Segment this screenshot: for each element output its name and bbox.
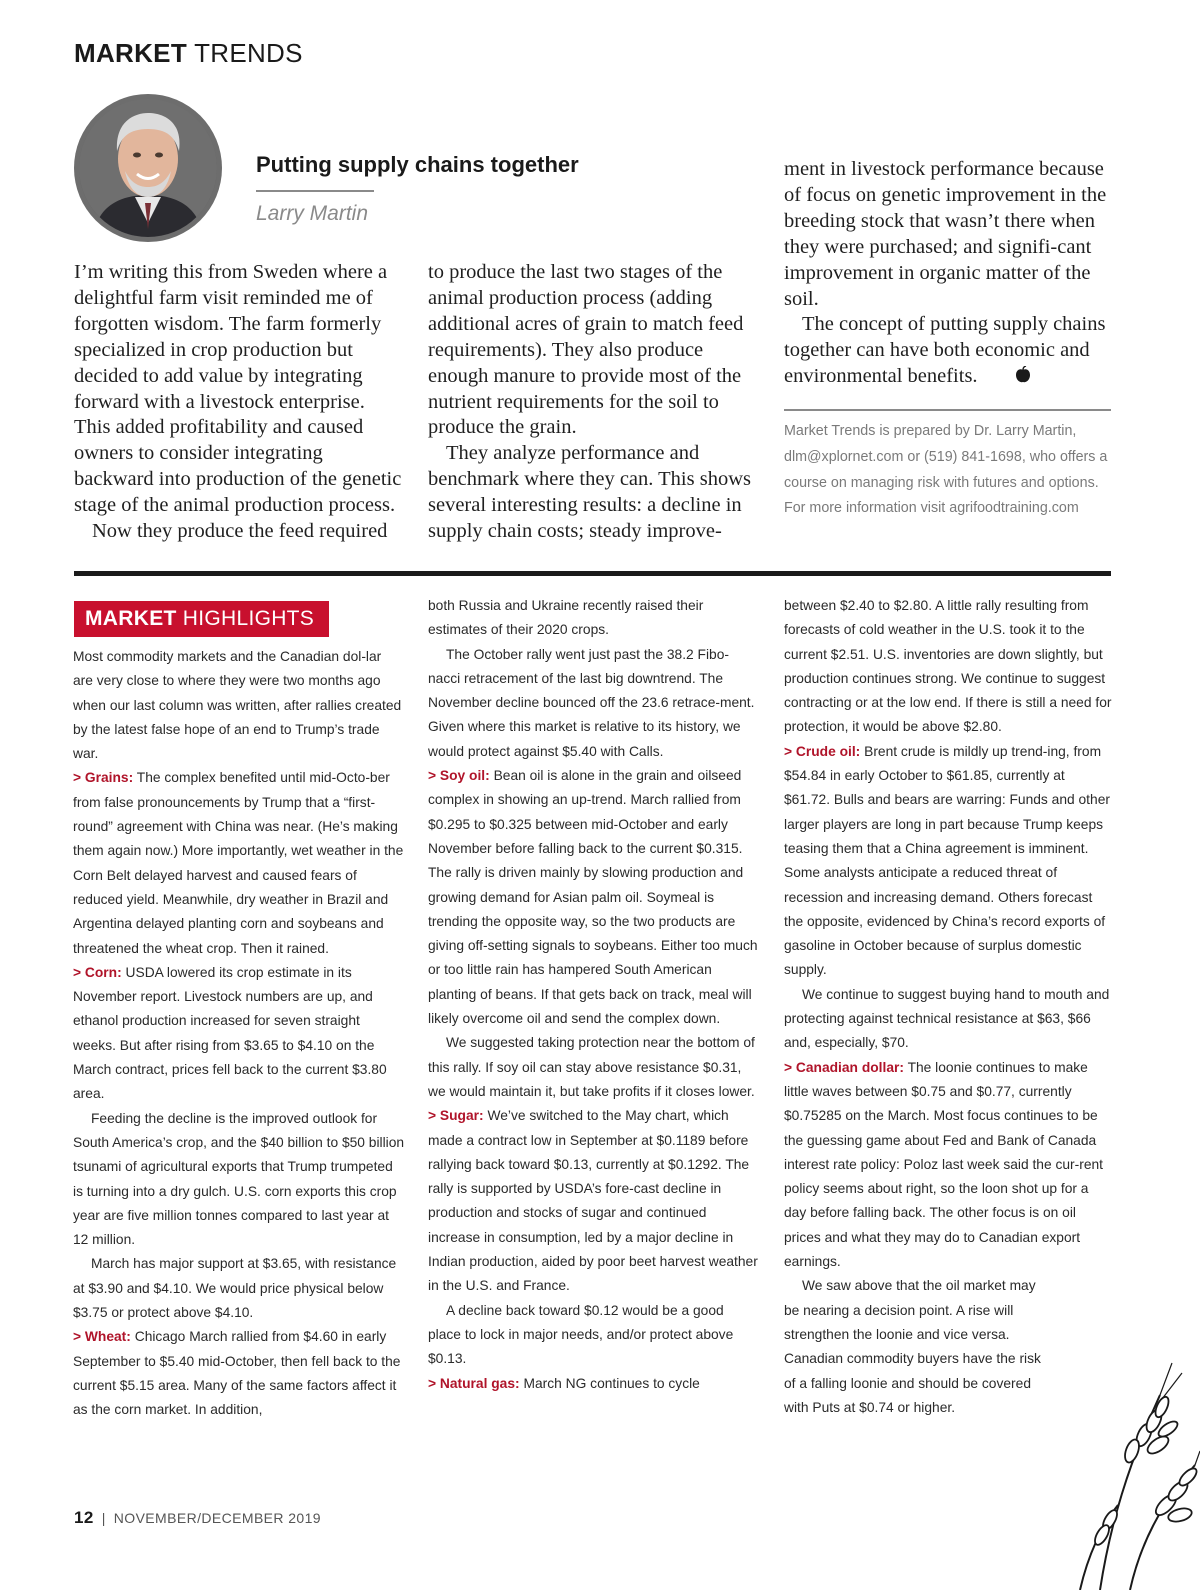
headline-rule bbox=[256, 190, 374, 192]
sugar-label: > Sugar: bbox=[428, 1108, 484, 1124]
grains-text: The complex benefited until mid-Octo-ber from false pronouncements by Trump that a “first-round” agreement with China was near. (He’s making them again now.) More importantly, wet weather in the Corn Belt delayed harvest and caused fears of reduced yield. Meanwhile, dry weather in Brazil and Argentina delayed planting corn and soybeans and threatened the wheat crop. Then it rained. bbox=[73, 770, 404, 956]
article-paragraph: They analyze performance and benchmark where they can. This shows several interesting results: a decline in supply chain costs; steady improve- bbox=[428, 442, 751, 543]
highlights-title-bold: MARKET bbox=[85, 607, 177, 630]
market-highlights-banner bbox=[74, 601, 329, 637]
natural-gas-text: March NG continues to cycle bbox=[523, 1375, 700, 1391]
highlights-column-2 bbox=[428, 594, 760, 1396]
article-paragraph: I’m writing this from Sweden where a delightful farm visit reminded me of forgotten wisdom. The farm formerly specialized in crop production but decided to add value by integrating forward with a livestock enterprise. This added profitability and caused owners to consider integrating backward into production of the genetic stage of the animal production process. bbox=[74, 261, 402, 517]
corn-label: > Corn: bbox=[73, 964, 122, 980]
article-byline: Larry Martin bbox=[256, 202, 369, 225]
natural-gas-label: > Natural gas: bbox=[428, 1375, 520, 1391]
highlights-paragraph: both Russia and Ukraine recently raised their estimates of their 2020 crops. bbox=[428, 598, 704, 638]
page-number: 12 bbox=[74, 1508, 94, 1527]
article-paragraph: to produce the last two stages of the animal production process (adding additional acres of grain to match feed requirements). They also produce enough manure to provide most of the nutrient requirements for the soil to produce the grain. bbox=[428, 261, 744, 439]
wheat-illustration-icon bbox=[1040, 1355, 1200, 1590]
highlights-title-rest: HIGHLIGHTS bbox=[182, 607, 315, 630]
crude-oil-label: > Crude oil: bbox=[784, 743, 861, 759]
highlights-paragraph: Feeding the decline is the improved outlook for South America’s crop, and the $40 billion to $50 billion tsunami of agricultural exports that Trump trumpeted is turning into a dry gulch. U.S. corn exports this crop year are five million tonnes compared to last year at 12 million. bbox=[73, 1110, 405, 1248]
article-column-1 bbox=[74, 260, 406, 545]
highlights-paragraph: A decline back toward $0.12 would be a good place to lock in major needs, and/or protect above $0.13. bbox=[428, 1302, 734, 1367]
soy-oil-text: Bean oil is alone in the grain and oilseed complex in showing an up-trend. March rallied from $0.295 to $0.325 between mid-October and early November before falling back to the current $0.315. The rally is driven mainly by slowing production and growing demand for Asian palm oil. Soymeal is trending the opposite way, so the two products are giving off-setting signals to soybeans. Either too much or too little rain has hampered South American planting of beans. If that gets back on track, meal will likely overcome oil and send the complex down. bbox=[428, 768, 758, 1027]
corn-text: USDA lowered its crop estimate in its November report. Livestock numbers are up, and ethanol production increased for seven straight weeks. But after rising from $3.65 to $4.10 on the March contract, prices fell back to the current $3.80 area. bbox=[73, 964, 387, 1102]
highlights-paragraph bbox=[428, 1372, 760, 1396]
article-column-2 bbox=[428, 260, 758, 545]
author-credit: Market Trends is prepared by Dr. Larry Martin, dlm@xplornet.com or (519) 841-1698, who offers a course on managing risk with futures and options. For more information visit agrifoodtraining.com bbox=[784, 423, 1108, 517]
end-mark-icon bbox=[997, 366, 1031, 392]
highlights-paragraph bbox=[73, 766, 405, 960]
article-paragraph: ment in livestock performance because of focus on genetic improvement in the breeding stock that wasn’t there when they were purchased; and signifi-cant improvement in organic matter of the soil. bbox=[784, 158, 1107, 310]
highlights-paragraph bbox=[784, 740, 1114, 983]
article-closing-text: The concept of putting supply chains together can have both economic and environmental benefits. bbox=[784, 313, 1106, 388]
wheat-label: > Wheat: bbox=[73, 1329, 131, 1345]
article-headline: Putting supply chains together bbox=[256, 152, 579, 177]
highlights-paragraph: between $2.40 to $2.80. A little rally resulting from forecasts of cold weather in the U.S. took it to the current $2.51. U.S. inventories are down slightly, but production continues strong. We continue to suggest contracting or at the low end. If there is still a need for protection, it would be above $2.80. bbox=[784, 598, 1112, 735]
highlights-paragraph bbox=[784, 1056, 1114, 1275]
highlights-paragraph bbox=[73, 1325, 405, 1422]
canadian-dollar-label: > Canadian dollar: bbox=[784, 1059, 904, 1075]
article-paragraph: Now they produce the feed required bbox=[92, 520, 388, 543]
section-title-bold: MARKET bbox=[74, 38, 188, 68]
wheat-text: Chicago March rallied from $4.60 in early September to $5.40 mid-October, then fell back to the current $5.15 area. Many of the same factors affect it as the corn market. In addition, bbox=[73, 1329, 401, 1418]
grains-label: > Grains: bbox=[73, 770, 134, 786]
article-paragraph bbox=[784, 312, 1114, 392]
soy-oil-label: > Soy oil: bbox=[428, 768, 490, 784]
section-title bbox=[74, 38, 303, 69]
highlights-paragraph: We continue to suggest buying hand to mouth and protecting against technical resistance at $63, $66 and, especially, $70. bbox=[784, 986, 1110, 1051]
credit-rule bbox=[784, 409, 1111, 411]
highlights-paragraph: March has major support at $3.65, with resistance at $3.90 and $4.10. We would price physical below $3.75 or protect above $4.10. bbox=[73, 1256, 397, 1321]
highlights-column-3 bbox=[784, 594, 1114, 1420]
crude-oil-text: Brent crude is mildly up trend-ing, from $54.84 in early October to $61.85, currently at $61.72. Bulls and bears are warring: Funds and other larger players are long in part because Trump keeps teasing them that a China agreement is imminent. Some analysts anticipate a reduced threat of recession and increasing demand. Others forecast the opposite, evidenced by China’s record exports of gasoline in October because of surplus domestic supply. bbox=[784, 743, 1110, 978]
highlights-paragraph bbox=[73, 961, 405, 1107]
highlights-paragraph bbox=[428, 764, 760, 1031]
highlights-column-1 bbox=[73, 645, 405, 1423]
article-column-3 bbox=[784, 157, 1114, 392]
page-footer bbox=[74, 1508, 321, 1528]
section-title-rest: TRENDS bbox=[194, 38, 303, 68]
highlights-paragraph: The October rally went just past the 38.2 Fibo-nacci retracement of the last big downtrend. The November decline bounced off the 23.6 retrace-ment. Given where this market is relative to its history, we would protect against $5.40 with Calls. bbox=[428, 646, 755, 759]
sugar-text: We’ve switched to the May chart, which made a contract low in September at $0.1189 before rallying back toward $0.13, currently at $0.1292. The rally is supported by USDA’s fore-cast decline in production and stocks of sugar and continued increase in consumption, led by a major decline in Indian production, aided by poor beet harvest weather in the U.S. and France. bbox=[428, 1108, 758, 1294]
issue-date: NOVEMBER/DECEMBER 2019 bbox=[113, 1510, 321, 1526]
canadian-dollar-text: The loonie continues to make little waves between $0.75 and $0.77, currently $0.75285 on the March. Most focus continues to be the guessing game about Fed and Bank of Canada interest rate policy: Poloz last week said the cur-rent policy seems about right, so the loon shot up for a day before falling back. The other focus is on oil prices and what they may do to Canadian export earnings. bbox=[784, 1059, 1104, 1270]
footer-separator: | bbox=[101, 1510, 106, 1526]
highlights-paragraph: Most commodity markets and the Canadian dol-lar are very close to where they were two months ago when our last column was written, after rallies created by the latest false hope of an end to Trump’s trade war. bbox=[73, 649, 402, 762]
highlights-paragraph: We saw above that the oil market may be nearing a decision point. A rise will strengthen the loonie and vice versa. Canadian commodity buyers have the risk of a falling loonie and should be covered with Puts at $0.74 or higher. bbox=[784, 1278, 1041, 1415]
highlights-paragraph: We suggested taking protection near the bottom of this rally. If soy oil can stay above resistance $0.31, we would maintain it, but take profits if it closes lower. bbox=[428, 1035, 755, 1099]
highlights-paragraph bbox=[428, 1104, 760, 1298]
author-photo bbox=[74, 94, 222, 242]
section-divider bbox=[74, 571, 1111, 576]
